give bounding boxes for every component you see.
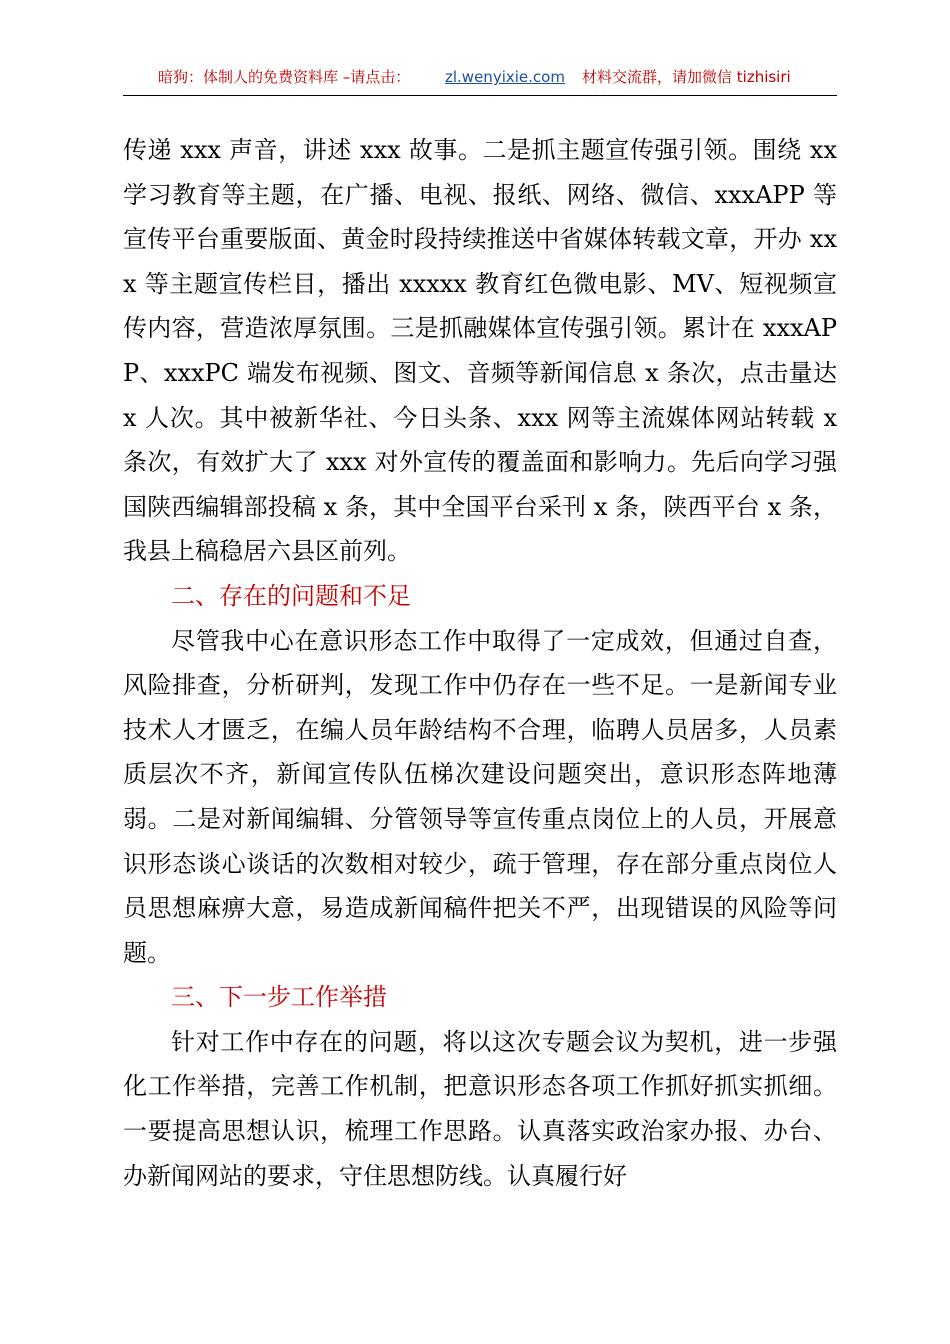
header-promo-text: 暗狗：体制人的免费资料库 –请点击：	[158, 68, 411, 86]
header-link[interactable]: zl.wenyixie.com	[445, 68, 565, 86]
paragraph-continued: 传递 xxx 声音，讲述 xxx 故事。二是抓主题宣传强引领。围绕 xx 学习教育等主题，在广播、电视、报纸、网络、微信、xxxAPP 等宣传平台重要版面、黄金时段持续推送中省媒体转载文章，开办 xxx 等主题宣传栏目，播出 xxxxx 教育红色微电影、MV、短视频宣传内容，营造浓厚氛围。三是抓融媒体宣传强引领。累计在 xxxAPP、xxxPC 端发布视频、图文、音频等新闻信息 x 条次，点击量达 x 人次。其中被新华社、今日头条、xxx 网等主流媒体网站转载 x 条次，有效扩大了 xxx 对外宣传的覆盖面和影响力。先后向学习强国陕西编辑部投稿 x 条，其中全国平台采刊 x 条，陕西平台 x 条，我县上稿稳居六县区前列。	[123, 136, 837, 566]
section-heading-next-steps: 三、下一步工作举措	[171, 983, 387, 1012]
section-heading-problems: 二、存在的问题和不足	[171, 581, 411, 610]
document-body	[123, 128, 837, 1198]
paragraph-next-steps: 针对工作中存在的问题，将以这次专题会议为契机，进一步强化工作举措，完善工作机制，把意识形态各项工作抓好抓实抓细。一要提高思想认识，梳理工作思路。认真落实政治家办报、办台、办新闻网站的要求，守住思想防线。认真履行好	[123, 1027, 837, 1190]
paragraph-problems: 尽管我中心在意识形态工作中取得了一定成效，但通过自查，风险排查，分析研判，发现工作中仍存在一些不足。一是新闻专业技术人才匮乏，在编人员年龄结构不合理，临聘人员居多，人员素质层次不齐，新闻宣传队伍梯次建设问题突出，意识形态阵地薄弱。二是对新闻编辑、分管领导等宣传重点岗位上的人员，开展意识形态谈心谈话的次数相对较少，疏于管理，存在部分重点岗位人员思想麻痹大意，易造成新闻稿件把关不严，出现错误的风险等问题。	[123, 626, 837, 967]
page-header	[0, 62, 950, 92]
header-divider	[123, 95, 837, 96]
header-contact-text: 材料交流群，请加微信 tizhisiri	[582, 68, 791, 86]
